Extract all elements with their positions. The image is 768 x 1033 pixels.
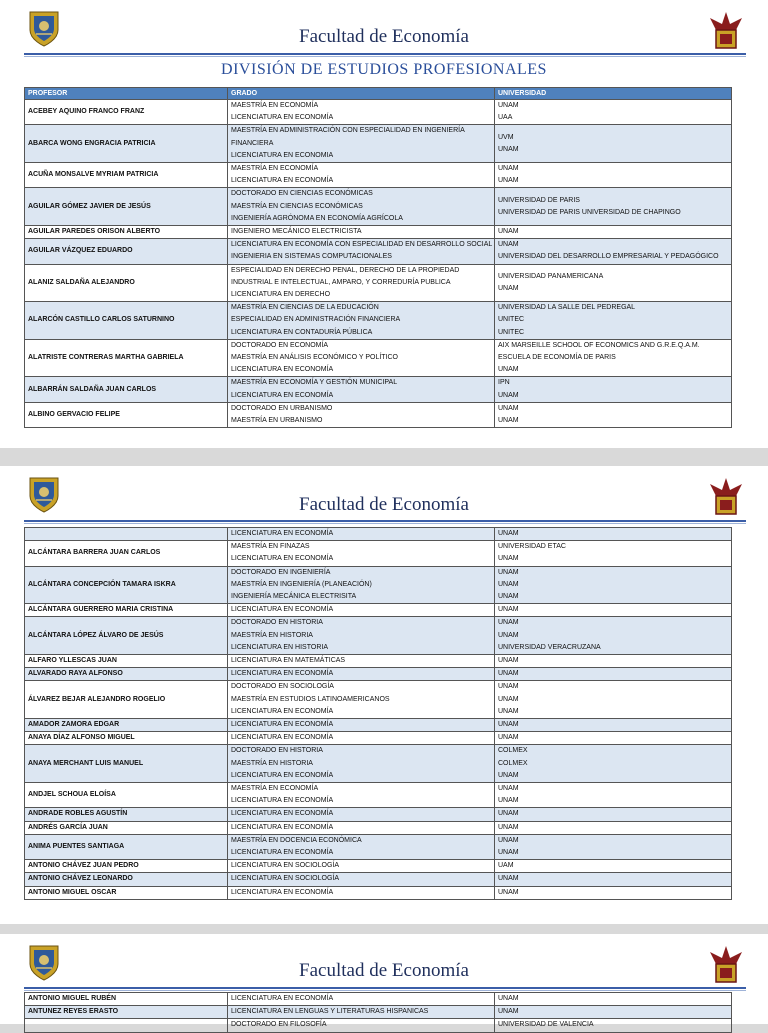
grado-line: MAESTRÍA EN ECONOMÍA Y GESTIÓN MUNICIPAL xyxy=(231,379,398,387)
universidad-line: UNAM xyxy=(498,568,519,576)
fe-eagle-logo xyxy=(708,474,744,518)
grado-line: LICENCIATURA EN ECONOMÍA xyxy=(231,707,334,715)
grado-line: MAESTRÍA EN ANÁLISIS ECONÓMICO Y POLÍTICO xyxy=(231,354,399,362)
universidad-cell xyxy=(495,239,732,264)
universidad-line: UNAM xyxy=(498,165,519,173)
universidad-cell xyxy=(495,604,732,617)
profesor-cell: ANAYA DÍAZ ALFONSO MIGUEL xyxy=(25,732,228,745)
universidad-cell xyxy=(495,377,732,402)
table-row xyxy=(25,886,732,899)
table-row xyxy=(25,125,732,163)
table-row xyxy=(25,339,732,377)
universidad-line: UNAM xyxy=(498,707,519,715)
universidad-cell xyxy=(495,873,732,886)
page-title: Facultad de Economía xyxy=(299,494,469,515)
profesor-cell: ALCÁNTARA CONCEPCIÓN TAMARA ISKRA xyxy=(25,566,228,604)
grado-line: MAESTRÍA EN CIENCIAS DE LA EDUCACIÓN xyxy=(231,304,379,312)
table-row xyxy=(25,993,732,1006)
universidad-line: UNITEC xyxy=(498,328,525,336)
universidad-line: UVM xyxy=(498,133,514,141)
document-page-3 xyxy=(0,934,768,1029)
grado-line: MAESTRÍA EN ADMINISTRACIÓN CON ESPECIALIDAD EN INGENIERÍA xyxy=(231,127,465,135)
universidad-line: COLMEX xyxy=(498,747,528,755)
universidad-line: UNITEC xyxy=(498,316,525,324)
grado-line: LICENCIATURA EN ECONOMÍA xyxy=(231,849,334,857)
profesor-cell: ANTONIO CHÁVEZ JUAN PEDRO xyxy=(25,860,228,873)
profesor-cell: ANAYA MERCHANT LUIS MANUEL xyxy=(25,745,228,783)
grado-line: INGENIERIA EN SISTEMAS COMPUTACIONALES xyxy=(231,253,392,261)
profesor-cell: ANTONIO CHÁVEZ LEONARDO xyxy=(25,873,228,886)
profesor-cell: ANDJEL SCHOUA ELOÍSA xyxy=(25,783,228,808)
grado-cell xyxy=(228,617,495,655)
grado-line: LICENCIATURA EN ECONOMÍA xyxy=(231,366,334,374)
document-page-1 xyxy=(0,0,768,448)
universidad-line: UNAM xyxy=(498,797,519,805)
profesor-cell: ACEBEY AQUINO FRANCO FRANZ xyxy=(25,100,228,125)
grado-line: LICENCIATURA EN ECONOMÍA xyxy=(231,177,334,185)
grado-cell xyxy=(228,163,495,188)
header-rule-thin xyxy=(24,990,746,991)
universidad-line: UNAM xyxy=(498,102,519,109)
grado-line: LICENCIATURA EN ECONOMÍA CON ESPECIALIDAD EN DESARROLLO SOCIAL xyxy=(231,241,493,249)
grado-cell xyxy=(228,402,495,427)
grado-cell xyxy=(228,668,495,681)
grado-line: LICENCIATURA EN ECONOMÍA xyxy=(231,555,334,563)
profesor-cell: ALCÁNTARA LÓPEZ ÁLVARO DE JESÚS xyxy=(25,617,228,655)
page-title: Facultad de Economía xyxy=(299,26,469,47)
universidad-cell xyxy=(495,860,732,873)
division-subtitle: DIVISIÓN DE ESTUDIOS PROFESIONALES xyxy=(221,61,547,78)
universidad-line: UNAM xyxy=(498,721,519,729)
universidad-cell xyxy=(495,100,732,125)
table-row xyxy=(25,834,732,859)
profesor-cell: AGUILAR VÁZQUEZ EDUARDO xyxy=(25,239,228,264)
universidad-line: UNAM xyxy=(498,177,519,185)
grado-line: LICENCIATURA EN SOCIOLOGÍA xyxy=(231,875,340,883)
page-title: Facultad de Economía xyxy=(299,960,469,981)
universidad-line: UAA xyxy=(498,114,513,122)
grado-line: LICENCIATURA EN SOCIOLOGÍA xyxy=(231,862,340,870)
grado-line: LICENCIATURA EN ECONOMÍA xyxy=(231,771,334,779)
universidad-cell xyxy=(495,808,732,821)
universidad-line: UNAM xyxy=(498,241,519,249)
universidad-line: UNAM xyxy=(498,734,519,742)
grado-cell xyxy=(228,834,495,859)
grado-cell xyxy=(228,873,495,886)
universidad-line: UNIVERSIDAD PANAMERICANA xyxy=(498,272,604,280)
document-page-2 xyxy=(0,466,768,924)
universidad-cell xyxy=(495,163,732,188)
grado-cell xyxy=(228,821,495,834)
table-row xyxy=(25,226,732,239)
universidad-cell xyxy=(495,339,732,377)
table-row xyxy=(25,668,732,681)
grado-line: INGENIERO MECÁNICO ELECTRICISTA xyxy=(231,228,362,236)
grado-line: MAESTRÍA EN HISTORIA xyxy=(231,631,313,639)
grado-line: LICENCIATURA EN ECONOMÍA xyxy=(231,606,334,614)
profesor-cell: AGUILAR PAREDES ORISON ALBERTO xyxy=(25,226,228,239)
grado-line: MAESTRÍA EN URBANISMO xyxy=(231,417,323,425)
profesor-cell: ALANIZ SALDAÑA ALEJANDRO xyxy=(25,264,228,302)
header-rule-thin xyxy=(24,56,746,57)
column-header-universidad: UNIVERSIDAD xyxy=(495,88,732,100)
profesor-cell: ANDRÉS GARCÍA JUAN xyxy=(25,821,228,834)
grado-line: LICENCIATURA EN ECONOMIA xyxy=(231,151,334,159)
column-header-grado: GRADO xyxy=(228,88,495,100)
grado-line: MAESTRÍA EN ECONOMÍA xyxy=(231,165,319,173)
faculty-table-page-3 xyxy=(24,992,732,1033)
universidad-line: UNIVERSIDAD LA SALLE DEL PEDREGAL xyxy=(498,304,636,312)
universidad-line: UNIVERSIDAD DE PARIS xyxy=(498,196,580,204)
universidad-cell xyxy=(495,264,732,302)
universidad-line: UNAM xyxy=(498,580,519,588)
header-rule xyxy=(24,520,746,522)
universidad-line: AIX MARSEILLE SCHOOL OF ECONOMICS AND G.R.E.Q.A.M. xyxy=(498,341,700,349)
grado-cell xyxy=(228,860,495,873)
universidad-line: UNAM xyxy=(498,619,519,627)
grado-line: MAESTRÍA EN ECONOMÍA xyxy=(231,102,319,109)
universidad-cell xyxy=(495,821,732,834)
universidad-line: UNAM xyxy=(498,145,519,153)
grado-line: LICENCIATURA EN ECONOMÍA xyxy=(231,670,334,678)
universidad-cell xyxy=(495,655,732,668)
table-row xyxy=(25,617,732,655)
grado-cell xyxy=(228,808,495,821)
grado-line: DOCTORADO EN SOCIOLOGÍA xyxy=(231,683,334,691)
universidad-line: UNAM xyxy=(498,836,519,844)
universidad-cell xyxy=(495,302,732,340)
table-row xyxy=(25,302,732,340)
grado-cell xyxy=(228,566,495,604)
universidad-line: ESCUELA DE ECONOMÍA DE PARIS xyxy=(498,354,616,362)
universidad-cell xyxy=(495,188,732,226)
universidad-cell xyxy=(495,226,732,239)
grado-line: ESPECIALIDAD EN DERECHO PENAL, DERECHO DE LA PROPIEDAD xyxy=(231,266,460,274)
grado-line: LICENCIATURA EN HISTORIA xyxy=(231,643,328,651)
grado-line: LICENCIATURA EN ECONOMÍA xyxy=(231,114,334,122)
grado-line: LICENCIATURA EN CONTADURÍA PÚBLICA xyxy=(231,328,373,336)
universidad-cell xyxy=(495,566,732,604)
grado-cell xyxy=(228,239,495,264)
table-row xyxy=(25,566,732,604)
table-row xyxy=(25,1019,732,1032)
profesor-cell: ALCÁNTARA BARRERA JUAN CARLOS xyxy=(25,541,228,566)
table-header-row xyxy=(25,88,732,100)
universidad-cell xyxy=(495,668,732,681)
grado-line: LICENCIATURA EN ECONOMÍA xyxy=(231,823,334,831)
profesor-cell: AGUILAR GÓMEZ JAVIER DE JESÚS xyxy=(25,188,228,226)
universidad-line: UNAM xyxy=(498,593,519,601)
grado-cell xyxy=(228,886,495,899)
table-row xyxy=(25,719,732,732)
grado-cell xyxy=(228,993,495,1006)
universidad-line: UNAM xyxy=(498,366,519,374)
grado-line: LICENCIATURA EN ECONOMÍA xyxy=(231,391,334,399)
profesor-cell: ANTUNEZ REYES ERASTO xyxy=(25,1006,228,1019)
universidad-cell xyxy=(495,993,732,1006)
universidad-line: UNAM xyxy=(498,771,519,779)
faculty-table-page-1 xyxy=(24,87,732,428)
grado-line: LICENCIATURA EN ECONOMÍA xyxy=(231,734,334,742)
grado-cell xyxy=(228,732,495,745)
grado-cell xyxy=(228,226,495,239)
grado-line: LICENCIATURA EN ECONOMÍA xyxy=(231,810,334,818)
universidad-line: UNAM xyxy=(498,657,519,665)
table-row xyxy=(25,541,732,566)
universidad-line: COLMEX xyxy=(498,759,528,767)
page-header xyxy=(0,466,768,524)
profesor-cell: ACUÑA MONSALVE MYRIAM PATRICIA xyxy=(25,163,228,188)
grado-line: DOCTORADO EN INGENIERÍA xyxy=(231,568,331,576)
grado-cell xyxy=(228,339,495,377)
table-row xyxy=(25,655,732,668)
grado-line: LICENCIATURA EN DERECHO xyxy=(231,291,331,299)
universidad-line: UNIVERSIDAD ETAC xyxy=(498,543,566,551)
universidad-cell xyxy=(495,681,732,719)
grado-cell xyxy=(228,188,495,226)
universidad-line: IPN xyxy=(498,379,510,387)
universidad-line: UAM xyxy=(498,862,514,870)
table-row xyxy=(25,188,732,226)
profesor-cell: ANDRADE ROBLES AGUSTÍN xyxy=(25,808,228,821)
universidad-cell xyxy=(495,834,732,859)
fe-eagle-logo xyxy=(708,942,744,986)
grado-line: DOCTORADO EN HISTORIA xyxy=(231,747,323,755)
table-row xyxy=(25,100,732,125)
universidad-cell xyxy=(495,528,732,541)
profesor-cell: ANTONIO MIGUEL RUBÉN xyxy=(25,993,228,1006)
grado-cell xyxy=(228,745,495,783)
grado-line: MAESTRÍA EN ESTUDIOS LATINOAMERICANOS xyxy=(231,695,390,703)
table-row xyxy=(25,860,732,873)
profesor-cell: ANTONIO MIGUEL OSCAR xyxy=(25,886,228,899)
universidad-line: UNAM xyxy=(498,823,519,831)
grado-line: INDUSTRIAL E INTELECTUAL, AMPARO, Y CORREDURÍA PUBLICA xyxy=(231,278,451,286)
grado-cell xyxy=(228,604,495,617)
grado-line: LICENCIATURA EN MATEMÁTICAS xyxy=(231,657,346,665)
profesor-cell: ALATRISTE CONTRERAS MARTHA GABRIELA xyxy=(25,339,228,377)
header-rule xyxy=(24,53,746,55)
universidad-cell xyxy=(495,745,732,783)
grado-line: LICENCIATURA EN ECONOMÍA xyxy=(231,888,334,896)
table-row xyxy=(25,604,732,617)
grado-line: MAESTRÍA EN CIENCIAS ECONÓMICAS xyxy=(231,202,363,210)
table-row xyxy=(25,745,732,783)
universidad-line: UNAM xyxy=(498,849,519,857)
table-row xyxy=(25,264,732,302)
grado-line: DOCTORADO EN ECONOMÍA xyxy=(231,341,329,349)
profesor-cell: ABARCA WONG ENGRACIA PATRICIA xyxy=(25,125,228,163)
grado-line: DOCTORADO EN CIENCIAS ECONÓMICAS xyxy=(231,190,373,198)
grado-line: INGENIERÍA AGRÓNOMA EN ECONOMÍA AGRÍCOLA xyxy=(231,214,403,222)
grado-line: MAESTRÍA EN INGENIERÍA (PLANEACIÓN) xyxy=(231,580,372,588)
grado-line: DOCTORADO EN HISTORIA xyxy=(231,619,323,627)
profesor-cell: ALCÁNTARA GUERRERO MARIA CRISTINA xyxy=(25,604,228,617)
universidad-line: UNIVERSIDAD DEL DESARROLLO EMPRESARIAL Y PEDAGÓGICO xyxy=(498,253,719,261)
grado-line: LICENCIATURA EN ECONOMÍA xyxy=(231,995,334,1002)
column-header-profesor: PROFESOR xyxy=(25,88,228,100)
grado-line: FINANCIERA xyxy=(231,139,274,147)
grado-line: MAESTRÍA EN FINAZAS xyxy=(231,543,310,551)
table-row xyxy=(25,377,732,402)
universidad-line: UNIVERSIDAD DE VALENCIA xyxy=(498,1021,594,1029)
table-row xyxy=(25,783,732,808)
grado-cell xyxy=(228,1006,495,1019)
universidad-line: UNAM xyxy=(498,875,519,883)
grado-line: MAESTRÍA EN ECONOMÍA xyxy=(231,785,319,793)
table-row xyxy=(25,808,732,821)
universidad-line: UNAM xyxy=(498,888,519,896)
universidad-cell xyxy=(495,1006,732,1019)
universidad-line: UNAM xyxy=(498,695,519,703)
grado-line: ESPECIALIDAD EN ADMINISTRACIÓN FINANCIERA xyxy=(231,316,401,324)
universidad-line: UNAM xyxy=(498,404,519,412)
grado-cell xyxy=(228,264,495,302)
universidad-cell xyxy=(495,732,732,745)
fe-eagle-logo xyxy=(708,8,744,52)
grado-line: MAESTRÍA EN DOCENCIA ECONÓMICA xyxy=(231,836,362,844)
universidad-cell xyxy=(495,783,732,808)
universidad-line: UNAM xyxy=(498,228,519,236)
table-row xyxy=(25,528,732,541)
universidad-line: UNAM xyxy=(498,391,519,399)
universidad-line: UNAM xyxy=(498,785,519,793)
table-row xyxy=(25,873,732,886)
universidad-line: UNAM xyxy=(498,683,519,691)
grado-cell xyxy=(228,719,495,732)
grado-line: DOCTORADO EN FILOSOFÍA xyxy=(231,1021,327,1029)
universidad-line: UNAM xyxy=(498,995,519,1002)
grado-cell xyxy=(228,655,495,668)
profesor-cell: ÁLVAREZ BEJAR ALEJANDRO ROGELIO xyxy=(25,681,228,719)
universidad-cell xyxy=(495,617,732,655)
grado-cell xyxy=(228,681,495,719)
table-row xyxy=(25,1006,732,1019)
profesor-cell: ALFARO YLLESCAS JUAN xyxy=(25,655,228,668)
universidad-line: UNAM xyxy=(498,670,519,678)
page-header xyxy=(0,0,768,58)
grado-cell xyxy=(228,1019,495,1032)
grado-line: DOCTORADO EN URBANISMO xyxy=(231,404,333,412)
universidad-cell xyxy=(495,719,732,732)
table-row xyxy=(25,402,732,427)
universidad-line: UNAM xyxy=(498,1008,519,1016)
grado-cell xyxy=(228,100,495,125)
faculty-table-page-2 xyxy=(24,527,732,900)
universidad-line: UNAM xyxy=(498,530,519,537)
universidad-cell xyxy=(495,1019,732,1032)
profesor-cell: ALBARRÁN SALDAÑA JUAN CARLOS xyxy=(25,377,228,402)
table-row xyxy=(25,163,732,188)
grado-cell xyxy=(228,125,495,163)
grado-cell xyxy=(228,541,495,566)
universidad-line: UNAM xyxy=(498,631,519,639)
grado-line: INGENIERÍA MECÁNICA ELECTRISITA xyxy=(231,593,357,601)
profesor-cell: AMADOR ZAMORA EDGAR xyxy=(25,719,228,732)
universidad-cell xyxy=(495,541,732,566)
universidad-line: UNAM xyxy=(498,284,519,292)
header-rule xyxy=(24,987,746,989)
profesor-cell: ALBINO GERVACIO FELIPE xyxy=(25,402,228,427)
universidad-line: UNAM xyxy=(498,555,519,563)
grado-line: LICENCIATURA EN ECONOMÍA xyxy=(231,530,334,537)
table-row xyxy=(25,732,732,745)
grado-cell xyxy=(228,377,495,402)
grado-line: MAESTRÍA EN HISTORIA xyxy=(231,759,313,767)
profesor-cell: ALVARADO RAYA ALFONSO xyxy=(25,668,228,681)
universidad-cell xyxy=(495,125,732,163)
universidad-cell xyxy=(495,402,732,427)
universidad-line: UNIVERSIDAD DE PARIS UNIVERSIDAD DE CHAPINGO xyxy=(498,208,681,216)
profesor-cell: ALARCÓN CASTILLO CARLOS SATURNINO xyxy=(25,302,228,340)
grado-cell xyxy=(228,528,495,541)
grado-line: LICENCIATURA EN ECONOMÍA xyxy=(231,797,334,805)
header-rule-thin xyxy=(24,523,746,524)
grado-line: LICENCIATURA EN ECONOMÍA xyxy=(231,721,334,729)
table-row xyxy=(25,821,732,834)
table-row xyxy=(25,681,732,719)
profesor-cell: ANIMA PUENTES SANTIAGA xyxy=(25,834,228,859)
universidad-line: UNAM xyxy=(498,417,519,425)
universidad-line: UNAM xyxy=(498,606,519,614)
grado-line: LICENCIATURA EN LENGUAS Y LITERATURAS HISPANICAS xyxy=(231,1008,429,1016)
grado-cell xyxy=(228,783,495,808)
profesor-cell xyxy=(25,1019,228,1032)
universidad-line: UNAM xyxy=(498,810,519,818)
table-row xyxy=(25,239,732,264)
universidad-cell xyxy=(495,886,732,899)
profesor-cell xyxy=(25,528,228,541)
page-header xyxy=(0,934,768,992)
grado-cell xyxy=(228,302,495,340)
universidad-line: UNIVERSIDAD VERACRUZANA xyxy=(498,643,601,651)
